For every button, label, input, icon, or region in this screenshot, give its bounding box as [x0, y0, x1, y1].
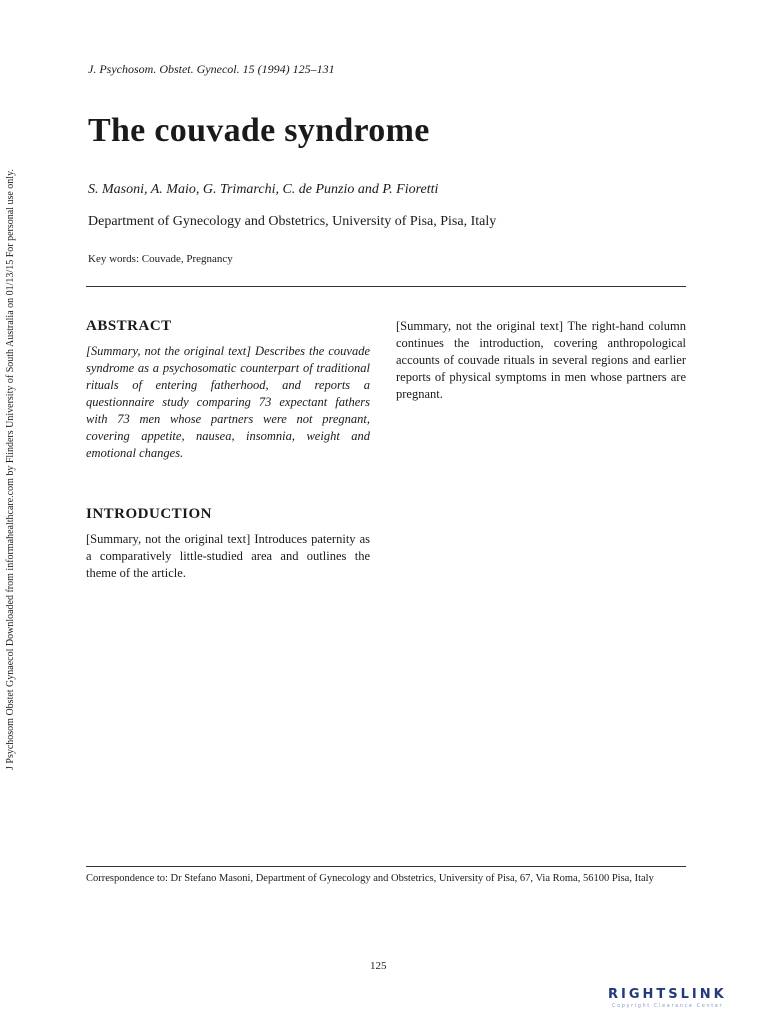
page-title: The couvade syndrome [88, 112, 430, 149]
journal-citation: J. Psychosom. Obstet. Gynecol. 15 (1994) 125–131 [88, 62, 335, 76]
introduction-heading: INTRODUCTION [86, 506, 213, 522]
keywords: Key words: Couvade, Pregnancy [88, 253, 233, 265]
author-list: S. Masoni, A. Maio, G. Trimarchi, C. de Punzio and P. Fioretti [88, 182, 439, 197]
download-side-note [4, 169, 30, 770]
footnote-divider [86, 866, 686, 867]
right-column-summary: [Summary, not the original text] The right-hand column continues the introduction, covering anthropological accounts of couvade rituals in several regions and earlier reports of physical symptoms in men whose partners are pregnant. [396, 319, 686, 401]
page-number: 125 [370, 960, 387, 972]
correspondence-footnote: Correspondence to: Dr Stefano Masoni, Department of Gynecology and Obstetrics, University of Pisa, 67, Via Roma, 56100 Pisa, Italy [86, 873, 654, 884]
top-divider [86, 286, 686, 287]
abstract-heading: ABSTRACT [86, 318, 172, 334]
introduction-summary: [Summary, not the original text] Introduces paternity as a comparatively little-studied area and outlines the theme of the article. [86, 532, 370, 580]
right-column [396, 318, 686, 413]
rightslink-logo-subtitle: Copyright Clearance Center [612, 1003, 724, 1009]
abstract-summary: [Summary, not the original text] Describes the couvade syndrome as a psychosomatic counterpart of traditional rituals of entering fatherhood, and reports a questionnaire study comparing 73 expectant fathers with 73 men whose partners were not pregnant, covering appetite, nausea, insomnia, weight and emotional changes. [86, 344, 370, 460]
affiliation: Department of Gynecology and Obstetrics, University of Pisa, Pisa, Italy [88, 214, 497, 229]
rightslink-logo-text: RIGHTSLINK [608, 987, 727, 1002]
download-side-note-text: J Psychosom Obstet Gynaecol Downloaded from informahealthcare.com by Flinders University of South Australia on 01/13/15 For personal use only. [5, 169, 16, 770]
rightslink-logo[interactable] [608, 985, 758, 1015]
left-column [86, 318, 370, 582]
